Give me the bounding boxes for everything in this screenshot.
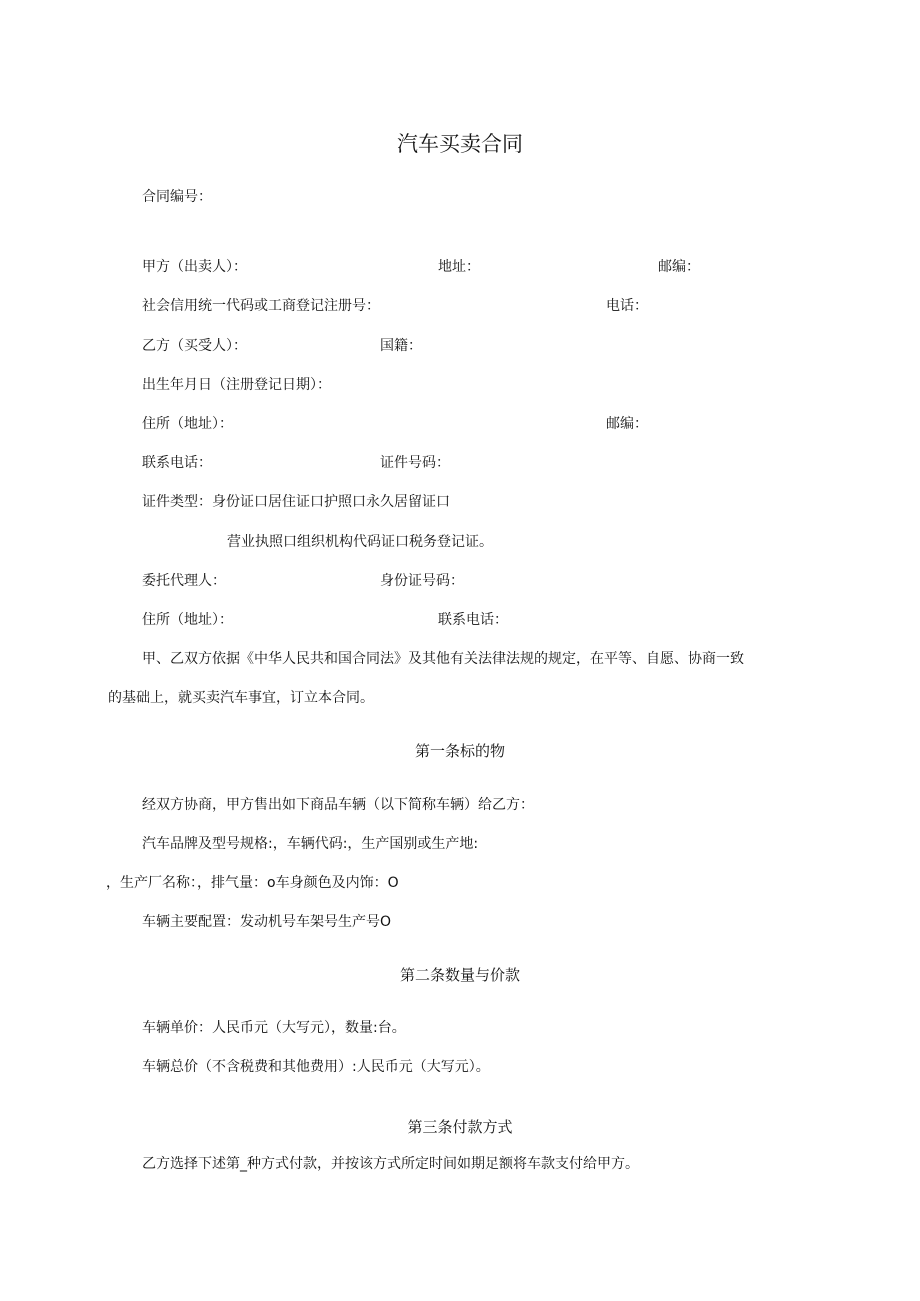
party-a-phone-label: 电话： bbox=[606, 298, 648, 314]
party-b-contact-phone-label: 联系电话： bbox=[142, 455, 212, 471]
id-type-line-1: 证件类型：身份证口居住证口护照口永久居留证口 bbox=[142, 494, 450, 510]
id-type-line-2: 营业执照口组织机构代码证口税务登记证。 bbox=[227, 534, 493, 550]
article-1-heading: 第一条标的物 bbox=[414, 742, 505, 760]
article-2-line-1: 车辆单价：人民币元（大写元），数量:台。 bbox=[142, 1020, 406, 1036]
agent-label: 委托代理人： bbox=[142, 573, 226, 589]
article-1-line-3: ，生产厂名称：，排气量：o车身颜色及内饰：O bbox=[106, 875, 399, 891]
article-1-line-4: 车辆主要配置：发动机号车架号生产号O bbox=[142, 914, 392, 930]
article-3-line-1: 乙方选择下述第_种方式付款，并按该方式所定时间如期足额将车款支付给甲方。 bbox=[142, 1156, 639, 1172]
party-b-label: 乙方（买受人）： bbox=[142, 338, 247, 354]
agent-residence-label: 住所（地址）： bbox=[142, 612, 233, 628]
article-2-line-2: 车辆总价（不含税费和其他费用）:人民币元（大写元）。 bbox=[142, 1059, 490, 1075]
agent-id-card-label: 身份证号码： bbox=[380, 573, 464, 589]
article-1-line-2: 汽车品牌及型号规格:，车辆代码:，生产国别或生产地: bbox=[142, 836, 479, 852]
contract-title: 汽车买卖合同 bbox=[397, 132, 523, 156]
birth-date-label: 出生年月日（注册登记日期）： bbox=[142, 377, 331, 393]
party-a-label: 甲方（出卖人）： bbox=[142, 259, 247, 275]
id-number-label: 证件号码： bbox=[380, 455, 450, 471]
party-b-residence-label: 住所（地址）： bbox=[142, 416, 233, 432]
agent-contact-phone-label: 联系电话： bbox=[438, 612, 508, 628]
party-a-address-label: 地址： bbox=[438, 259, 480, 275]
credit-code-label: 社会信用统一代码或工商登记注册号： bbox=[142, 298, 380, 314]
article-1-line-1: 经双方协商，甲方售出如下商品车辆（以下简称车辆）给乙方： bbox=[142, 797, 534, 813]
preamble-line-1: 甲、乙双方依据《中华人民共和国合同法》及其他有关法律法规的规定，在平等、自愿、协商一致 bbox=[142, 651, 744, 667]
article-2-heading: 第二条数量与价款 bbox=[399, 966, 520, 984]
nationality-label: 国籍： bbox=[380, 338, 422, 354]
contract-number-label: 合同编号： bbox=[142, 189, 212, 205]
preamble-line-2: 的基础上，就买卖汽车事宜，订立本合同。 bbox=[108, 690, 374, 706]
article-3-heading: 第三条付款方式 bbox=[407, 1118, 513, 1136]
party-a-postcode-label: 邮编： bbox=[658, 259, 700, 275]
party-b-postcode-label: 邮编： bbox=[606, 416, 648, 432]
